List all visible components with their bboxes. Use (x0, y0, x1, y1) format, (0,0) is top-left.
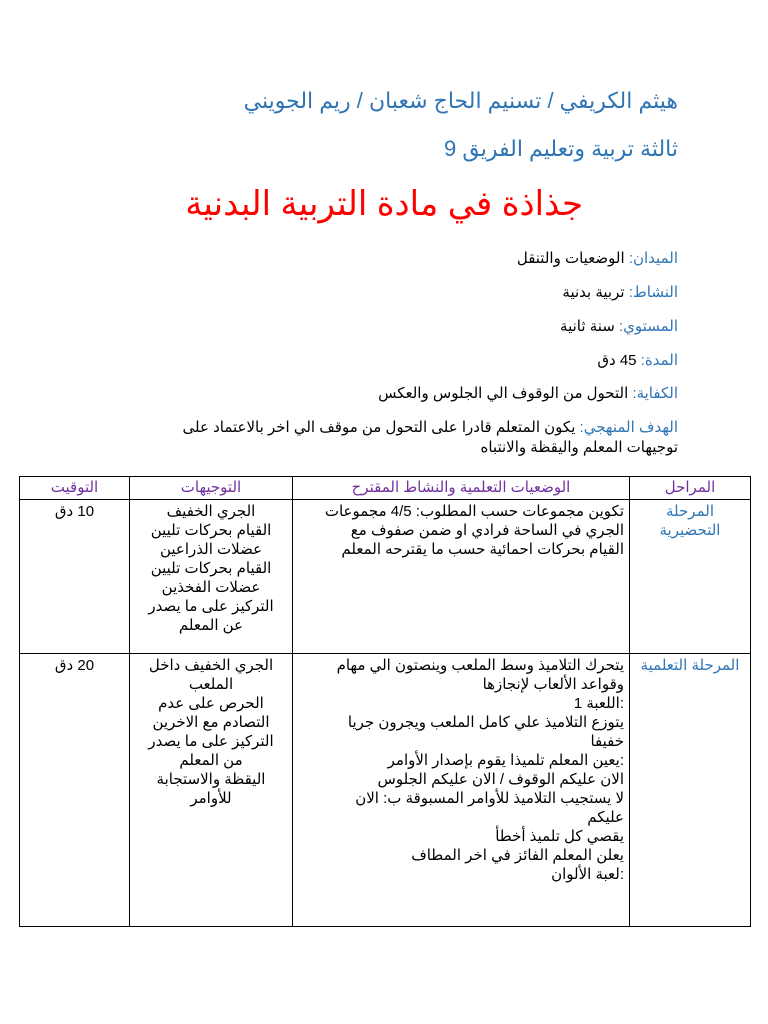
level-field (560, 317, 678, 335)
directions-cell (130, 500, 293, 654)
activity-line: عليكم (587, 809, 624, 826)
direction-line: القيام بحركات تليين (150, 560, 272, 577)
table-row (20, 654, 751, 927)
objective-field (150, 418, 678, 458)
activity-cell (293, 654, 630, 927)
activity-line: :يعين المعلم تلميذا يقوم بإصدار الأوامر (387, 752, 624, 769)
stage-line: التحضيرية (659, 522, 721, 539)
lesson-plan-table (19, 476, 751, 927)
direction-line: الملعب (188, 676, 234, 693)
class-line: ثالثة تربية وتعليم الفريق 9 (444, 136, 678, 161)
competence-label: الكفاية: (632, 385, 678, 402)
stage-cell (630, 654, 751, 927)
direction-line: الجري الخفيف داخل (148, 657, 274, 674)
duration-value: 45 دق (597, 352, 637, 369)
directions-cell (130, 654, 293, 927)
header-activities: الوضعيات التعلمية والنشاط المقترح (293, 477, 630, 500)
activity-label: النشاط: (628, 284, 678, 301)
direction-line: التركيز على ما يصدر (148, 598, 274, 615)
document-title: جذاذة في مادة التربية البدنية (185, 185, 583, 223)
activity-line: الجري في الساحة فرادي او ضمن صفوف مع (350, 522, 624, 539)
direction-line: عضلات الذراعين (159, 541, 263, 558)
activity-line: :اللعبة 1 (573, 695, 624, 712)
objective-label: الهدف المنهجي: (579, 419, 678, 436)
objective-value: يكون المتعلم قادرا على التحول من موقف الي اخر بالاعتماد على توجيهات المعلم واليقظة والانتباه (182, 419, 678, 456)
direction-line: الجري الخفيف (166, 503, 256, 520)
activity-line: الان عليكم الوقوف / الان عليكم الجلوس (377, 771, 624, 788)
header-directions: التوجيهات (130, 477, 293, 500)
activity-line: يتحرك التلاميذ وسط الملعب وينصتون الي مهام (336, 657, 624, 674)
timing-cell: 10 دق (20, 500, 130, 654)
direction-line: عضلات الفخذين (161, 579, 261, 596)
stage-line: المرحلة التعلمية (640, 657, 740, 674)
activity-line: لا يستجيب التلاميذ للأوامر المسبوقة ب: الان (355, 790, 624, 807)
authors-line: هيثم الكريفي / تسنيم الحاج شعبان / ريم الجويني (243, 88, 678, 113)
direction-line: القيام بحركات تليين (150, 522, 272, 539)
level-label: المستوي: (619, 318, 678, 335)
activity-cell (293, 500, 630, 654)
domain-value: الوضعيات والتنقل (516, 250, 625, 267)
table-row (20, 500, 751, 654)
timing-cell: 20 دق (20, 654, 130, 927)
header-stages: المراحل (630, 477, 751, 500)
stage-cell (630, 500, 751, 654)
direction-line: من المعلم (179, 752, 243, 769)
activity-line: خفيفا (590, 733, 624, 750)
activity-line: يتوزع التلاميذ علي كامل الملعب ويجرون جريا (347, 714, 624, 731)
activity-line: :لعبة الألوان (551, 866, 624, 883)
direction-line: التركيز على ما يصدر (148, 733, 274, 750)
duration-field (597, 351, 678, 369)
stage-line: المرحلة (666, 503, 714, 520)
domain-label: الميدان: (628, 250, 678, 267)
activity-line: وقواعد الألعاب لإنجازها (482, 676, 624, 693)
table-header-row (20, 477, 751, 500)
activity-line: تكوين مجموعات حسب المطلوب: 4/5 مجموعات (324, 503, 624, 520)
domain-field (517, 249, 678, 267)
direction-line: التصادم مع الاخرين (152, 714, 270, 731)
level-value: سنة ثانية (560, 318, 615, 335)
activity-line: يعلن المعلم الفائز في اخر المطاف (411, 847, 624, 864)
header-timing: التوقيت (20, 477, 130, 500)
activity-line: القيام بحركات احمائية حسب ما يقترحه المعلم (341, 541, 624, 558)
competence-value: التحول من الوقوف الي الجلوس والعكس (378, 385, 629, 402)
activity-field (562, 283, 678, 301)
direction-line: عن المعلم (178, 617, 244, 634)
direction-line: للأوامر (190, 790, 232, 807)
duration-label: المدة: (640, 352, 678, 369)
competence-field (378, 384, 678, 402)
activity-value: تربية بدنية (562, 284, 625, 301)
activity-line: يقصي كل تلميذ أخطأ (495, 828, 624, 845)
direction-line: الحرص على عدم (158, 695, 264, 712)
direction-line: اليقظة والاستجابة (156, 771, 266, 788)
